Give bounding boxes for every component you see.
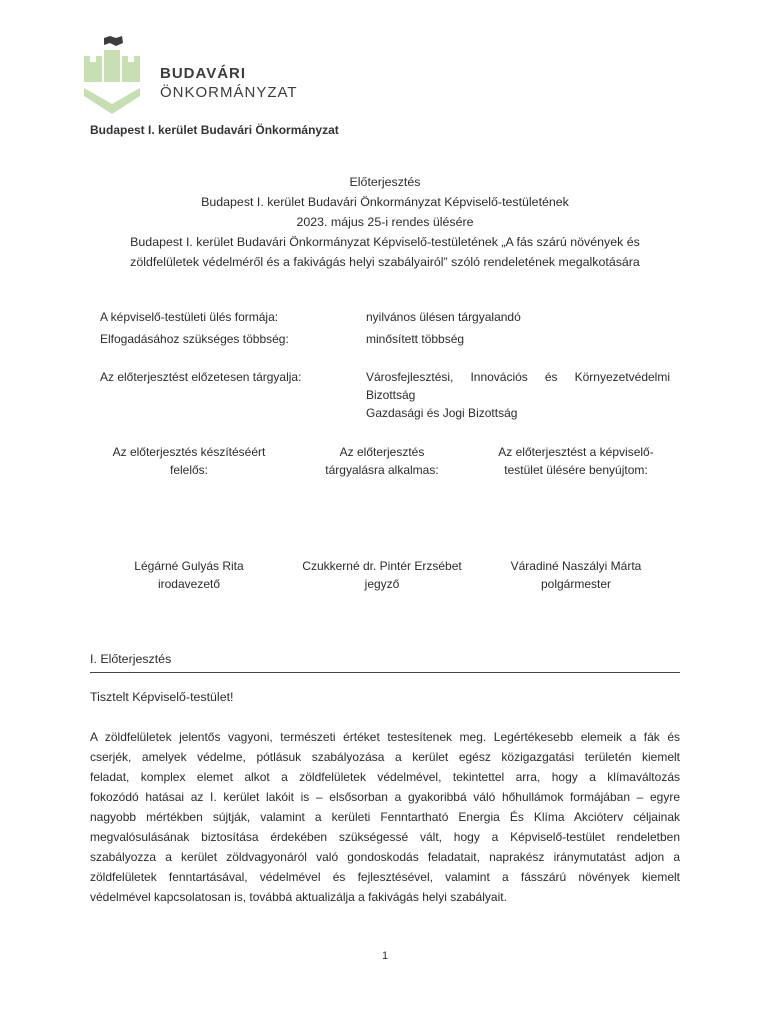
brand-line-2: ÖNKORMÁNYZAT bbox=[160, 84, 298, 101]
brand-wordmark bbox=[160, 64, 298, 102]
signature-name-block-notary bbox=[282, 557, 482, 593]
body-line: zöldfelületek fenntartásával, védelmével és fejlesztésével, valamint a fásszárú növények kiemelt bbox=[90, 870, 680, 884]
signature-name: Légárné Gulyás Rita bbox=[134, 559, 244, 573]
body-line: A zöldfelületek jelentős vagyoni, természeti értéket testesítenek meg. Legértékesebb elemeik a fák és bbox=[90, 730, 680, 744]
body-line: szabályozza a kerület zöldvagyonáról való gondoskodás feladatait, naprakész iránymutatást adjon a bbox=[90, 850, 680, 864]
signature-title: jegyző bbox=[364, 577, 400, 591]
logo-castle-right-tower bbox=[122, 56, 140, 82]
signature-name-block-preparer bbox=[89, 557, 289, 593]
body-line: védelmével kapcsolatosan is, továbbá aktualizálja a fakivágás helyi szabályait. bbox=[90, 890, 507, 904]
body-line: nagyobb mértékben sújtják, valamint a kerületi Fenntartható Energia És Klíma Akcióterv céljainak bbox=[90, 810, 680, 824]
logo-castle-left-tower bbox=[84, 56, 102, 82]
organization-line: Budapest I. kerület Budavári Önkormányzat bbox=[90, 123, 339, 137]
title-line: Előterjesztés bbox=[349, 175, 421, 189]
meta-value-committee-1-cont: Bizottság bbox=[366, 388, 416, 402]
logo-castle-center-tower bbox=[104, 50, 120, 82]
page-number: 1 bbox=[381, 950, 389, 962]
title-line: zöldfelületek védelméről és a fakivágás helyi szabályairól” szóló rendeletének megalkotására bbox=[130, 255, 640, 269]
body-paragraph bbox=[90, 727, 680, 907]
signature-title: irodavezető bbox=[157, 577, 221, 591]
logo-flag bbox=[104, 36, 123, 46]
title-line: Budapest I. kerület Budavári Önkormányzat Képviselő-testületének bbox=[201, 195, 569, 209]
section-heading: I. Előterjesztés bbox=[90, 652, 680, 673]
body-line: fokozódó hatásai az I. kerület lakóit is – elsősorban a gyakoribbá váló hőhullámok formájában – egyre bbox=[90, 790, 680, 804]
signature-role: Az előterjesztést a képviselő- bbox=[498, 445, 654, 459]
meta-value-session-form: nyilvános ülésen tárgyalandó bbox=[366, 310, 521, 324]
meta-label-session-form: A képviselő-testületi ülés formája: bbox=[100, 310, 279, 324]
signature-block-notary bbox=[282, 443, 482, 479]
signature-name-block-mayor bbox=[476, 557, 676, 593]
brand-line-1: BUDAVÁRI bbox=[160, 65, 247, 82]
meta-label-majority: Elfogadásához szükséges többség: bbox=[100, 332, 289, 346]
signature-role: tárgyalásra alkalmas: bbox=[325, 463, 439, 477]
meta-value-committee-2: Gazdasági és Jogi Bizottság bbox=[366, 406, 518, 420]
signature-title: polgármester bbox=[540, 577, 612, 591]
body-line: feladat, komplex elemet alkot a zöldfelületek védelmével, tekintettel arra, hogy a klímaváltozás bbox=[90, 770, 680, 784]
meta-value-majority: minősített többség bbox=[366, 332, 465, 346]
body-line: megvalósulásának biztosítása érdekében szükségessé vált, hogy a Képviselő-testület rendeletben bbox=[90, 830, 680, 844]
signature-role: Az előterjesztés készítéséért bbox=[112, 445, 266, 459]
signature-block-preparer bbox=[89, 443, 289, 479]
title-line: Budapest I. kerület Budavári Önkormányzat Képviselő-testületének „A fás szárú növények és bbox=[130, 235, 640, 249]
document-title-block bbox=[90, 172, 680, 272]
greeting: Tisztelt Képviselő-testület! bbox=[90, 690, 234, 704]
signature-block-mayor bbox=[476, 443, 676, 479]
signature-name: Czukkerné dr. Pintér Erzsébet bbox=[302, 559, 462, 573]
budavari-coat-of-arms-logo bbox=[82, 30, 142, 116]
meta-label-preliminary: Az előterjesztést előzetesen tárgyalja: bbox=[100, 370, 302, 384]
signature-role: Az előterjesztés bbox=[339, 445, 425, 459]
logo-base-chevron bbox=[84, 88, 140, 114]
meta-value-committee-1: Városfejlesztési, Innovációs és Környezetvédelmi bbox=[366, 370, 670, 384]
title-line: 2023. május 25-i rendes ülésére bbox=[296, 215, 474, 229]
signature-role: felelős: bbox=[169, 463, 209, 477]
signature-name: Váradiné Naszályi Márta bbox=[510, 559, 642, 573]
body-line: cserjék, amelyek védelme, pótlásuk szabályozása a kerület egész közigazgatási területén kiemelt bbox=[90, 750, 680, 764]
signature-role: testület ülésére benyújtom: bbox=[504, 463, 648, 477]
